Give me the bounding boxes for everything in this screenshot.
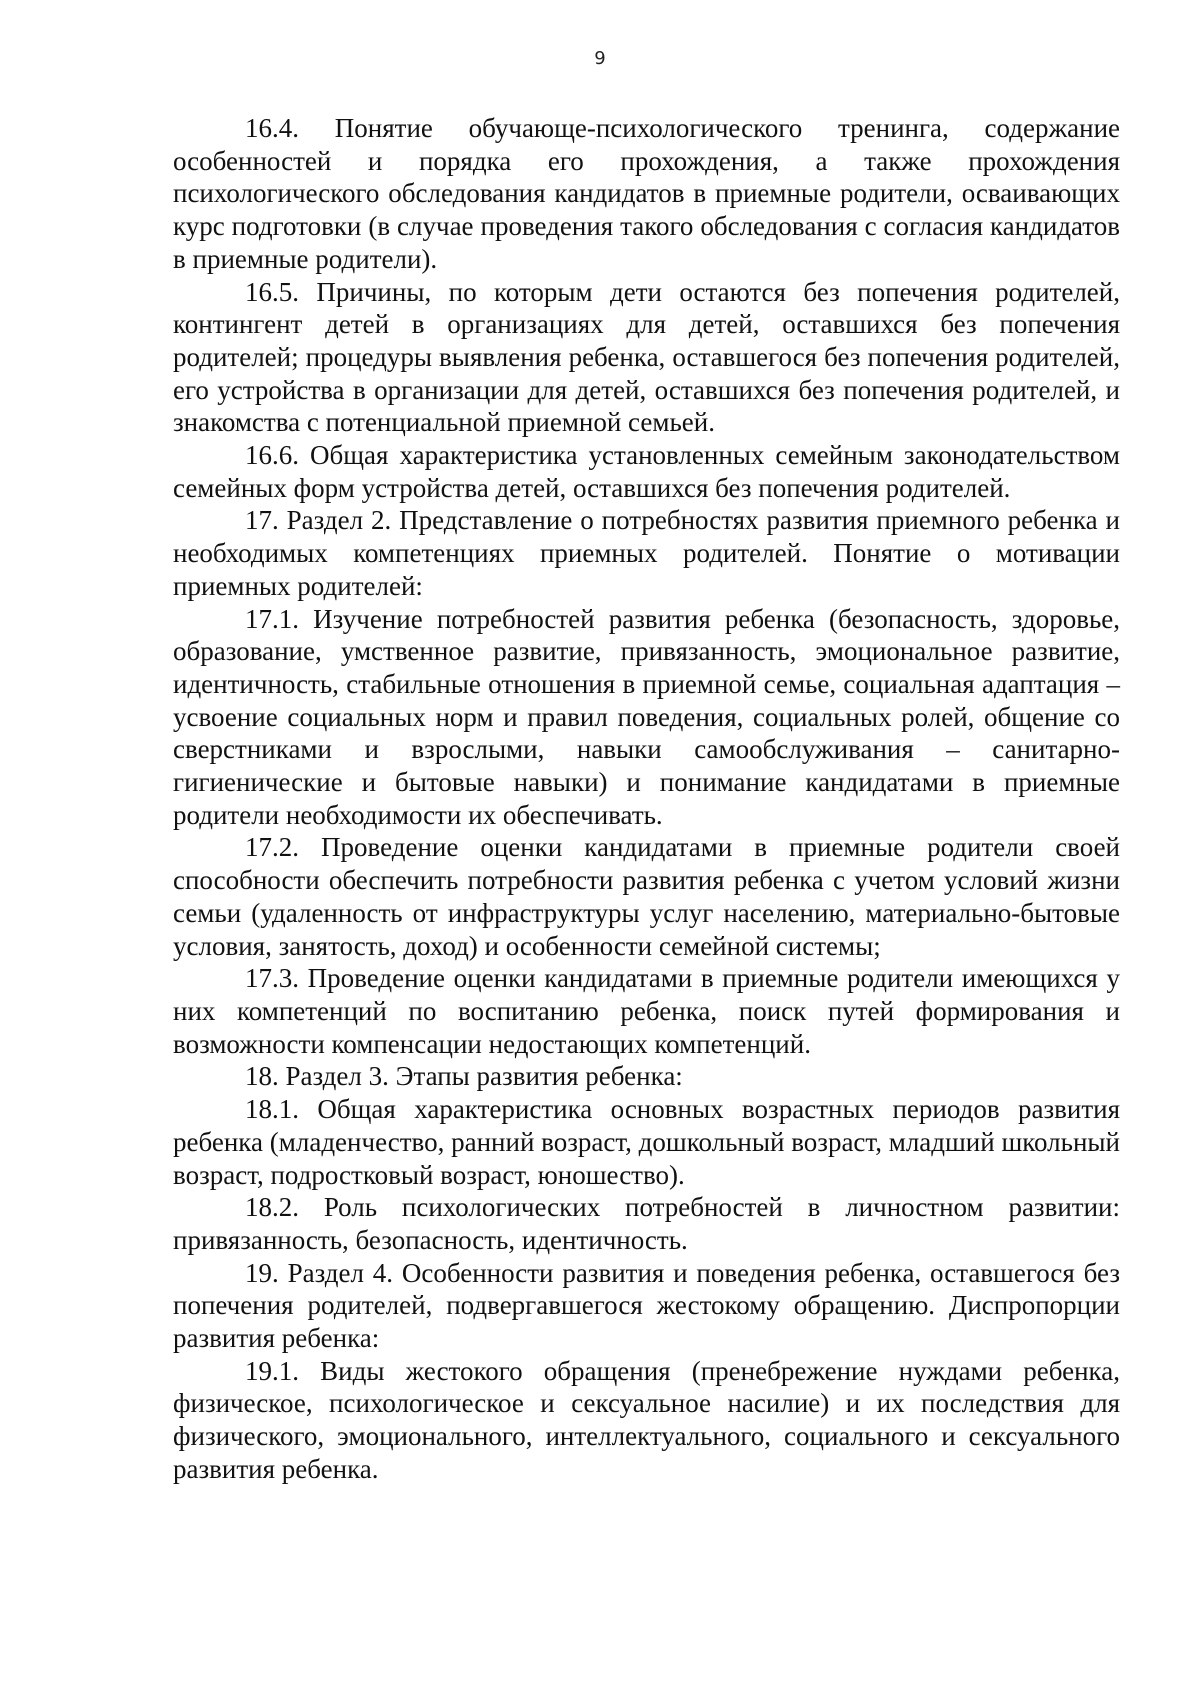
paragraph-16-5: 16.5. Причины, по которым дети остаются без попечения родителей, контингент детей в организациях для детей, оставшихся без попечения родителей; процедуры выявления ребенка, оставшегося без попечения родителей, его устройства в организации для детей, оставшихся без попечения родителей, и знакомства с потенциальной приемной семьей. (173, 276, 1120, 438)
paragraph-17-1: 17.1. Изучение потребностей развития ребенка (безопасность, здоровье, образование, умственное развитие, привязанность, эмоциональное развитие, идентичность, стабильные отношения в приемной семье, социальная адаптация – усвоение социальных норм и правил поведения, социальных ролей, общение со сверстниками и взрослыми, навыки самообслуживания – санитарно-гигиенические и бытовые навыки) и понимание кандидатами в приемные родители необходимости их обеспечивать. (173, 603, 1120, 830)
paragraph-19-1: 19.1. Виды жестокого обращения (пренебрежение нуждами ребенка, физическое, психологическое и сексуальное насилие) и их последствия для физического, эмоционального, интеллектуального, социального и сексуального развития ребенка. (173, 1355, 1120, 1484)
paragraph-16-4: 16.4. Понятие обучающе-психологического тренинга, содержание особенностей и порядка его прохождения, а также прохождения психологического обследования кандидатов в приемные родители, осваивающих курс подготовки (в случае проведения такого обследования с согласия кандидатов в приемные родители). (173, 113, 1120, 274)
paragraph-17: 17. Раздел 2. Представление о потребностях развития приемного ребенка и необходимых компетенциях приемных родителей. Понятие о мотивации приемных родителей: (173, 505, 1120, 601)
paragraph-16-6: 16.6. Общая характеристика установленных семейным законодательством семейных форм устройства детей, оставшихся без попечения родителей. (173, 440, 1120, 503)
paragraph-17-2: 17.2. Проведение оценки кандидатами в приемные родители своей способности обеспечить потребности развития ребенка с учетом условий жизни семьи (удаленность от инфраструктуры услуг населению, материально-бытовые условия, занятость, доход) и особенности семейной системы; (173, 832, 1120, 961)
paragraph-18: 18. Раздел 3. Этапы развития ребенка: (245, 1061, 683, 1092)
page-number: 9 (594, 48, 606, 69)
paragraph-18-1: 18.1. Общая характеристика основных возрастных периодов развития ребенка (младенчество, ранний возраст, дошкольный возраст, младший школьный возраст, подростковый возраст, юношество). (173, 1094, 1120, 1190)
paragraph-18-2: 18.2. Роль психологических потребностей в личностном развитии: привязанность, безопасность, идентичность. (173, 1192, 1120, 1255)
paragraph-19: 19. Раздел 4. Особенности развития и поведения ребенка, оставшегося без попечения родителей, подвергавшегося жестокому обращению. Диспропорции развития ребенка: (173, 1257, 1120, 1354)
document-body (173, 112, 1120, 1486)
paragraph-17-3: 17.3. Проведение оценки кандидатами в приемные родители имеющихся у них компетенций по воспитанию ребенка, поиск путей формирования и возможности компенсации недостающих компетенций. (173, 963, 1120, 1059)
